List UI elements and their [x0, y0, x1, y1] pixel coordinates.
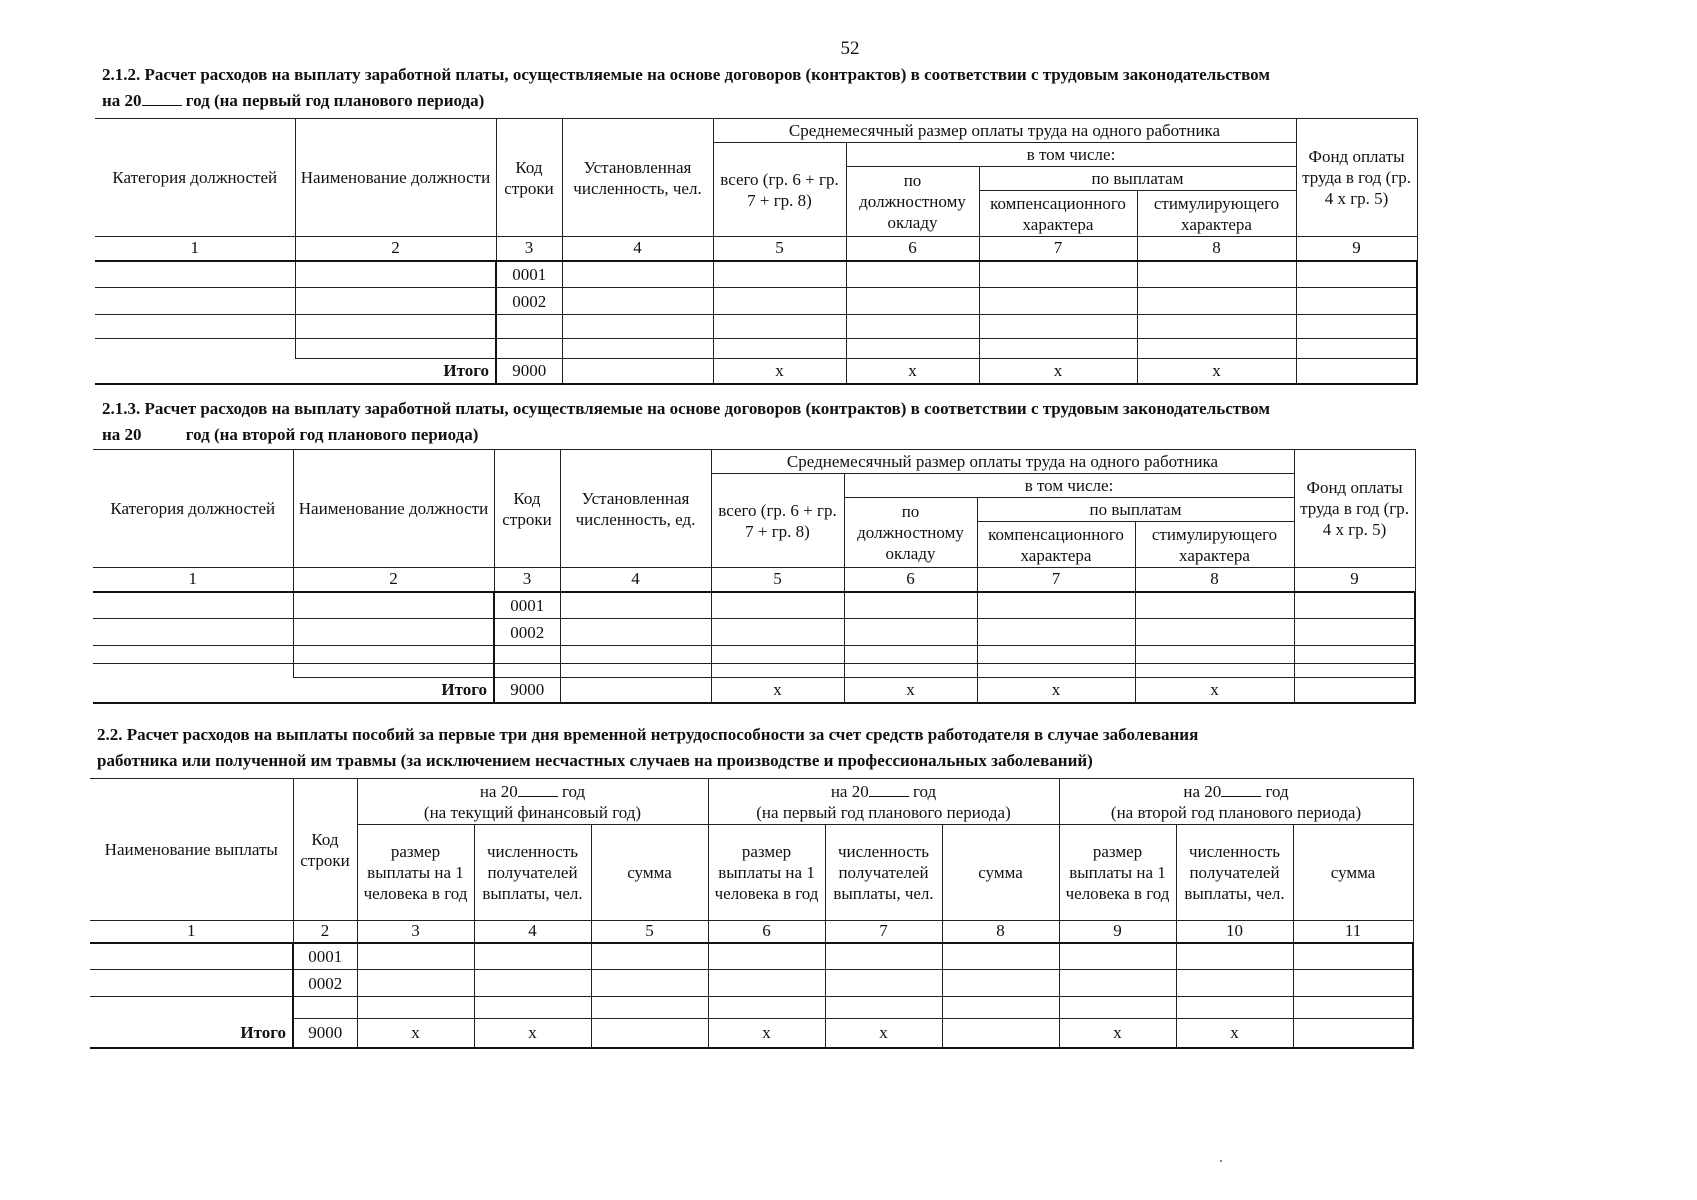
- col-number: 9: [1294, 568, 1415, 592]
- header-payment-name: Наименование выплаты: [90, 779, 293, 921]
- table-row: [93, 664, 1415, 678]
- col-number: 6: [708, 921, 825, 943]
- section-22-title-line1: 2.2. Расчет расходов на выплаты пособий за первые три дня временной нетрудоспособности за счет средств работодателя в случае заболевания: [97, 725, 1199, 744]
- input-cell[interactable]: [562, 261, 713, 288]
- input-cell[interactable]: [1176, 943, 1293, 970]
- input-cell[interactable]: [711, 592, 844, 619]
- page-number: 52: [840, 38, 860, 59]
- header-pay-fund: Фонд оплаты труда в год (гр. 4 х гр. 5): [1296, 119, 1417, 237]
- input-cell[interactable]: [562, 288, 713, 315]
- input-cell[interactable]: [1294, 664, 1415, 678]
- input-cell[interactable]: [711, 619, 844, 646]
- row-code: 0002: [496, 288, 562, 315]
- row-code: 0001: [494, 592, 560, 619]
- header-recipients: численность получателей выплаты, чел.: [474, 825, 591, 921]
- input-cell[interactable]: [1293, 943, 1413, 970]
- total-row: [93, 678, 1415, 703]
- input-cell[interactable]: [713, 315, 846, 339]
- table-row: [95, 288, 1417, 315]
- input-cell[interactable]: [1296, 339, 1417, 359]
- section-22-title-line2: работника или полученной им травмы (за исключением несчастных случаев на производстве и профессиональных заболеваний): [97, 751, 1093, 770]
- input-cell[interactable]: [942, 943, 1059, 970]
- input-cell[interactable]: [1296, 288, 1417, 315]
- section-213-title-line2: на 20 год (на второй год планового периода): [102, 425, 479, 444]
- input-cell[interactable]: [844, 664, 977, 678]
- row-code: 0001: [293, 943, 357, 970]
- total-label: Итого: [93, 678, 494, 703]
- header-compensation: компенсационного характера: [977, 522, 1135, 568]
- input-cell[interactable]: [1294, 592, 1415, 619]
- input-cell[interactable]: [713, 261, 846, 288]
- x-mark: х: [713, 359, 846, 384]
- header-pay-fund: Фонд оплаты труда в год (гр. 4 х гр. 5): [1294, 450, 1415, 568]
- input-cell[interactable]: [1137, 315, 1296, 339]
- section-212-title-line2: на 20 год (на первый год планового периода): [102, 91, 485, 110]
- table-row: [93, 646, 1415, 664]
- col-number: 2: [295, 237, 496, 261]
- table-22: [90, 778, 1414, 1049]
- input-cell[interactable]: [560, 664, 711, 678]
- input-cell[interactable]: [711, 646, 844, 664]
- header-row-code: Код строки: [494, 450, 560, 568]
- col-number: 6: [846, 237, 979, 261]
- col-number: 2: [293, 921, 357, 943]
- input-cell[interactable]: [942, 970, 1059, 997]
- x-mark: х: [1137, 359, 1296, 384]
- x-mark: х: [357, 1019, 474, 1048]
- section-212-title: [102, 62, 1542, 114]
- input-cell[interactable]: [1296, 359, 1417, 384]
- input-cell[interactable]: [977, 592, 1135, 619]
- header-category: Категория должностей: [95, 119, 295, 237]
- input-cell[interactable]: [357, 970, 474, 997]
- col-number: 7: [977, 568, 1135, 592]
- col-number: 4: [562, 237, 713, 261]
- header-payment-size: размер выплаты на 1 человека в год: [708, 825, 825, 921]
- x-mark: х: [711, 678, 844, 703]
- total-label: Итого: [95, 359, 496, 384]
- input-cell[interactable]: [708, 997, 825, 1019]
- input-cell[interactable]: [1293, 1019, 1413, 1048]
- input-cell[interactable]: [979, 315, 1137, 339]
- col-number: 8: [942, 921, 1059, 943]
- input-cell[interactable]: [1294, 678, 1415, 703]
- input-cell[interactable]: [713, 288, 846, 315]
- header-position-name: Наименование должности: [295, 119, 496, 237]
- input-cell[interactable]: [591, 943, 708, 970]
- x-mark: х: [977, 678, 1135, 703]
- input-cell[interactable]: [979, 261, 1137, 288]
- table-row: [90, 997, 1413, 1019]
- input-cell[interactable]: [357, 997, 474, 1019]
- x-mark: х: [1059, 1019, 1176, 1048]
- table-row: [95, 339, 1417, 359]
- input-cell[interactable]: [560, 592, 711, 619]
- input-cell[interactable]: [1135, 646, 1294, 664]
- table-row: [95, 261, 1417, 288]
- x-mark: х: [708, 1019, 825, 1048]
- input-cell[interactable]: [591, 997, 708, 1019]
- total-code: 9000: [293, 1019, 357, 1048]
- header-total: всего (гр. 6 + гр. 7 + гр. 8): [713, 143, 846, 237]
- header-row-code: Код строки: [496, 119, 562, 237]
- total-code: 9000: [494, 678, 560, 703]
- input-cell[interactable]: [977, 664, 1135, 678]
- table-212: [95, 118, 1418, 385]
- header-category: Категория должностей: [93, 450, 293, 568]
- header-avg-pay: Среднемесячный размер оплаты труда на одного работника: [713, 119, 1296, 143]
- header-including: в том числе:: [846, 143, 1296, 167]
- input-cell[interactable]: [977, 619, 1135, 646]
- input-cell[interactable]: [560, 619, 711, 646]
- col-number: 10: [1176, 921, 1293, 943]
- input-cell[interactable]: [844, 619, 977, 646]
- col-number: 2: [293, 568, 494, 592]
- x-mark: х: [1176, 1019, 1293, 1048]
- input-cell[interactable]: [979, 288, 1137, 315]
- header-position-name: Наименование должности: [293, 450, 494, 568]
- table-row: [90, 970, 1413, 997]
- total-label: Итого: [90, 1019, 293, 1048]
- x-mark: х: [846, 359, 979, 384]
- table-row: [93, 592, 1415, 619]
- col-number: 1: [90, 921, 293, 943]
- row-code: 0002: [293, 970, 357, 997]
- section-213-title-line1: 2.1.3. Расчет расходов на выплату заработной платы, осуществляемые на основе договоров (контрактов) в соответствии с трудовым законодательством: [102, 399, 1270, 418]
- col-number: 8: [1135, 568, 1294, 592]
- input-cell[interactable]: [844, 592, 977, 619]
- header-stimulating: стимулирующего характера: [1137, 191, 1296, 237]
- input-cell[interactable]: [562, 315, 713, 339]
- input-cell[interactable]: [474, 997, 591, 1019]
- row-code: 0001: [496, 261, 562, 288]
- header-period-current: на 20 год (на текущий финансовый год): [357, 779, 708, 825]
- input-cell[interactable]: [562, 339, 713, 359]
- header-payments: по выплатам: [979, 167, 1296, 191]
- row-code: 0002: [494, 619, 560, 646]
- x-mark: х: [1135, 678, 1294, 703]
- col-number: 4: [474, 921, 591, 943]
- input-cell[interactable]: [1294, 619, 1415, 646]
- col-number: 4: [560, 568, 711, 592]
- input-cell[interactable]: [708, 970, 825, 997]
- header-including: в том числе:: [844, 474, 1294, 498]
- table-row: [90, 943, 1413, 970]
- input-cell[interactable]: [1294, 646, 1415, 664]
- input-cell[interactable]: [711, 664, 844, 678]
- input-cell[interactable]: [713, 339, 846, 359]
- header-row-code: Код строки: [293, 779, 357, 921]
- input-cell[interactable]: [357, 943, 474, 970]
- section-22-title: [97, 722, 1547, 774]
- header-payment-size: размер выплаты на 1 человека в год: [1059, 825, 1176, 921]
- header-staff-count: Установленная численность, ед.: [560, 450, 711, 568]
- header-period-plan1: на 20 год (на первый год планового периода): [708, 779, 1059, 825]
- header-staff-count: Установленная численность, чел.: [562, 119, 713, 237]
- total-row: [95, 359, 1417, 384]
- input-cell[interactable]: [1296, 261, 1417, 288]
- header-avg-pay: Среднемесячный размер оплаты труда на одного работника: [711, 450, 1294, 474]
- input-cell[interactable]: [846, 261, 979, 288]
- x-mark: х: [474, 1019, 591, 1048]
- input-cell[interactable]: [825, 943, 942, 970]
- header-salary: по должностному окладу: [846, 167, 979, 237]
- input-cell[interactable]: [846, 315, 979, 339]
- col-number: 1: [95, 237, 295, 261]
- table-row: [95, 315, 1417, 339]
- col-number: 1: [93, 568, 293, 592]
- col-number: 11: [1293, 921, 1413, 943]
- input-cell[interactable]: [846, 288, 979, 315]
- input-cell[interactable]: [1059, 997, 1176, 1019]
- table-213: [93, 449, 1416, 704]
- input-cell[interactable]: [474, 970, 591, 997]
- col-number: 3: [496, 237, 562, 261]
- input-cell[interactable]: [560, 678, 711, 703]
- x-mark: х: [979, 359, 1137, 384]
- input-cell[interactable]: [708, 943, 825, 970]
- input-cell[interactable]: [1293, 997, 1413, 1019]
- input-cell[interactable]: [825, 997, 942, 1019]
- input-cell[interactable]: [562, 359, 713, 384]
- header-total: всего (гр. 6 + гр. 7 + гр. 8): [711, 474, 844, 568]
- input-cell[interactable]: [1059, 970, 1176, 997]
- input-cell[interactable]: [1176, 970, 1293, 997]
- col-number: 9: [1059, 921, 1176, 943]
- header-payment-size: размер выплаты на 1 человека в год: [357, 825, 474, 921]
- col-number: 5: [713, 237, 846, 261]
- scan-speck: [1220, 1160, 1222, 1162]
- col-number: 8: [1137, 237, 1296, 261]
- header-payments: по выплатам: [977, 498, 1294, 522]
- col-number: 7: [979, 237, 1137, 261]
- input-cell[interactable]: [844, 646, 977, 664]
- x-mark: х: [844, 678, 977, 703]
- x-mark: х: [825, 1019, 942, 1048]
- header-sum: сумма: [942, 825, 1059, 921]
- header-sum: сумма: [591, 825, 708, 921]
- section-212-title-line1: 2.1.2. Расчет расходов на выплату заработной платы, осуществляемые на основе договоров (контрактов) в соответствии с трудовым законодательством: [102, 65, 1270, 84]
- input-cell[interactable]: [1059, 943, 1176, 970]
- total-code: 9000: [496, 359, 562, 384]
- input-cell[interactable]: [1296, 315, 1417, 339]
- col-number: 6: [844, 568, 977, 592]
- input-cell[interactable]: [846, 339, 979, 359]
- input-cell[interactable]: [1293, 970, 1413, 997]
- col-number: 5: [591, 921, 708, 943]
- input-cell[interactable]: [474, 943, 591, 970]
- col-number: 9: [1296, 237, 1417, 261]
- input-cell[interactable]: [1176, 997, 1293, 1019]
- header-period-plan2: на 20 год (на второй год планового периода): [1059, 779, 1413, 825]
- input-cell[interactable]: [1137, 261, 1296, 288]
- col-number: 5: [711, 568, 844, 592]
- input-cell[interactable]: [560, 646, 711, 664]
- table-row: [93, 619, 1415, 646]
- col-number: 3: [357, 921, 474, 943]
- header-recipients: численность получателей выплаты, чел.: [825, 825, 942, 921]
- input-cell[interactable]: [942, 1019, 1059, 1048]
- input-cell[interactable]: [977, 646, 1135, 664]
- input-cell[interactable]: [825, 970, 942, 997]
- input-cell[interactable]: [979, 339, 1137, 359]
- col-number: 3: [494, 568, 560, 592]
- header-salary: по должностному окладу: [844, 498, 977, 568]
- section-213-title: [102, 396, 1542, 448]
- input-cell[interactable]: [1137, 288, 1296, 315]
- input-cell[interactable]: [942, 997, 1059, 1019]
- header-recipients: численность получателей выплаты, чел.: [1176, 825, 1293, 921]
- input-cell[interactable]: [1137, 339, 1296, 359]
- input-cell[interactable]: [1135, 592, 1294, 619]
- input-cell[interactable]: [1135, 664, 1294, 678]
- header-sum: сумма: [1293, 825, 1413, 921]
- header-compensation: компенсационного характера: [979, 191, 1137, 237]
- input-cell[interactable]: [591, 970, 708, 997]
- col-number: 7: [825, 921, 942, 943]
- total-row: [90, 1019, 1413, 1048]
- input-cell[interactable]: [1135, 619, 1294, 646]
- input-cell[interactable]: [591, 1019, 708, 1048]
- header-stimulating: стимулирующего характера: [1135, 522, 1294, 568]
